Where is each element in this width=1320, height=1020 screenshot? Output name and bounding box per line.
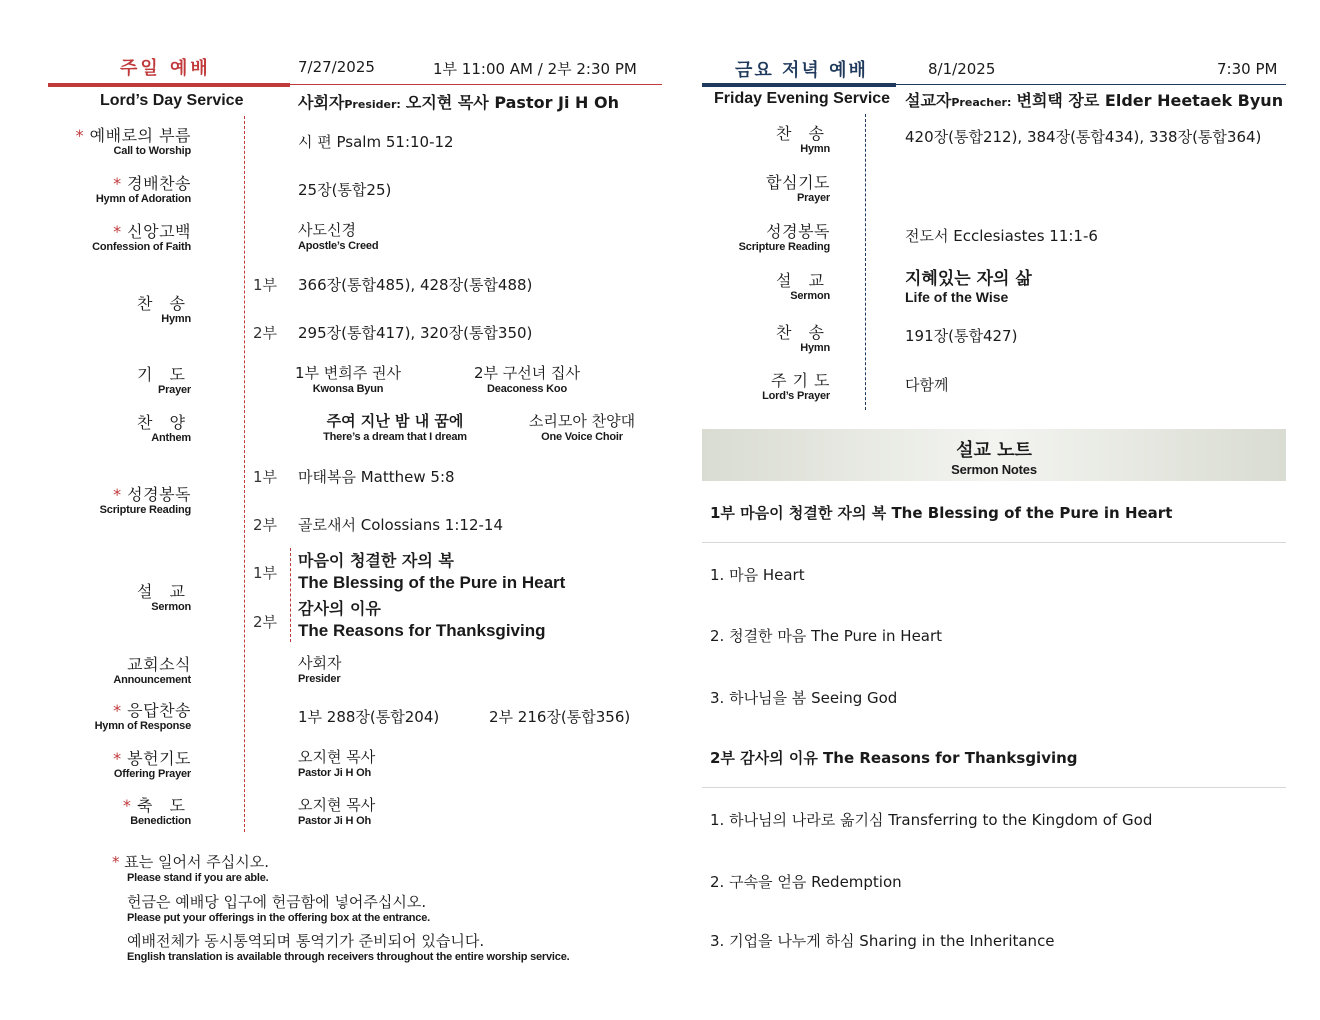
- friday-hymn-1-value: 420장(통합212), 384장(통합434), 338장(통합364): [905, 128, 1262, 146]
- star-mark: *: [113, 174, 122, 193]
- sermon-title-1: [298, 550, 565, 594]
- item-label-ko: 기 도: [137, 365, 191, 384]
- notice-offering-en: Please put your offerings in the offering box at the entrance.: [127, 912, 430, 924]
- order-offering-prayer: [41, 746, 191, 780]
- sermon-notes-header: [702, 429, 1286, 481]
- anthem-title-ko: 주여 지난 밤 내 꿈에: [326, 412, 464, 430]
- order-prayer: [41, 362, 191, 396]
- right-divider: [865, 114, 866, 410]
- item-label-ko: 예배로의 부름: [89, 126, 191, 145]
- friday-scripture: [680, 219, 830, 253]
- preacher-name: 변희택 장로 Elder Heetaek Byun: [1016, 91, 1284, 110]
- call-to-worship-value: 시 편 Psalm 51:10-12: [298, 133, 454, 151]
- item-label-ko: 찬 송: [776, 323, 830, 342]
- left-date: 7/27/2025: [298, 58, 375, 76]
- prayer-leader-1-en: Kwonsa Byun: [312, 383, 384, 395]
- left-header-line: [290, 84, 662, 85]
- right-preacher: [905, 88, 1283, 111]
- scripture-part2: 2부: [253, 516, 278, 534]
- order-benediction: [41, 793, 191, 827]
- friday-prayer: [680, 170, 830, 204]
- right-header-line: [896, 84, 1286, 85]
- item-label-en: Hymn of Adoration: [95, 193, 191, 205]
- item-label-en: Benediction: [130, 815, 191, 827]
- order-call-to-worship: [41, 123, 191, 157]
- announcement-value-ko: 사회자: [298, 654, 342, 672]
- notes-divider: [702, 787, 1286, 788]
- scripture-part1: 1부: [253, 468, 278, 486]
- order-scripture-reading: [41, 482, 191, 516]
- prayer-leader-1: [273, 362, 423, 395]
- item-label-ko: 설 교: [776, 271, 830, 290]
- sermon-part2: 2부: [253, 613, 278, 631]
- item-label-en: Sermon: [790, 290, 830, 302]
- right-title-underline: [702, 83, 896, 87]
- anthem-title-en: There’s a dream that I dream: [323, 431, 467, 443]
- order-anthem: [41, 410, 191, 444]
- item-label-en: Confession of Faith: [92, 241, 191, 253]
- left-presider: [298, 90, 619, 113]
- right-title-ko: 금요 저녁 예배: [735, 60, 868, 81]
- notice-stand-en: Please stand if you are able.: [127, 872, 269, 884]
- item-label-en: Scripture Reading: [738, 241, 830, 253]
- item-label-en: Sermon: [151, 601, 191, 613]
- confession-value-ko: 사도신경: [298, 221, 356, 239]
- response-hymn-2: 2부 216장(통합356): [489, 708, 631, 726]
- item-label-ko: 합심기도: [766, 173, 830, 192]
- item-label-en: Hymn: [800, 143, 830, 155]
- notes-point: 3. 기업을 나누게 하심 Sharing in the Inheritance: [710, 932, 1055, 950]
- order-announcement: [41, 652, 191, 686]
- friday-hymn-1: [680, 121, 830, 155]
- preacher-small: Preacher:: [951, 96, 1012, 109]
- prayer-leader-2: [452, 362, 602, 395]
- item-label-en: Offering Prayer: [113, 768, 191, 780]
- offering-prayer-value-ko: 오지현 목사: [298, 748, 376, 766]
- hymn-value2: 295장(통합417), 320장(통합350): [298, 324, 533, 342]
- notice-translation: [127, 930, 569, 963]
- item-label-ko: 응답찬송: [127, 701, 191, 720]
- item-label-en: Hymn: [800, 342, 830, 354]
- order-hymn-of-response: [41, 698, 191, 732]
- star-mark: *: [75, 126, 85, 145]
- star-mark: *: [113, 701, 122, 720]
- friday-lords-prayer: [680, 368, 830, 402]
- item-label-en: Call to Worship: [113, 145, 191, 157]
- item-label-en: Anthem: [151, 432, 191, 444]
- confession-value: [298, 219, 378, 252]
- prayer-leader-1-ko: 1부 변희주 권사: [294, 364, 402, 382]
- friday-lords-prayer-value: 다함께: [905, 376, 949, 394]
- left-title-en: Lord’s Day Service: [100, 92, 244, 109]
- notice-offering: [127, 891, 430, 924]
- friday-scripture-value: 전도서 Ecclesiastes 11:1-6: [905, 227, 1098, 245]
- item-label-en: Hymn of Response: [94, 720, 191, 732]
- item-label-en: Hymn: [161, 313, 191, 325]
- scripture-value2: 골로새서 Colossians 1:12-14: [298, 516, 503, 534]
- item-label-ko: 교회소식: [127, 655, 191, 674]
- item-label-ko: 찬 양: [137, 413, 191, 432]
- left-title-ko: 주일 예배: [120, 58, 211, 79]
- order-hymn-of-adoration: [41, 171, 191, 205]
- friday-hymn-2: [680, 320, 830, 354]
- sermon-title-2-en: The Reasons for Thanksgiving: [298, 621, 546, 640]
- friday-sermon: [680, 268, 830, 302]
- presider-small: Presider:: [344, 98, 401, 111]
- anthem-choir-en: One Voice Choir: [541, 431, 623, 443]
- left-divider: [244, 116, 245, 832]
- item-label-en: Prayer: [157, 384, 191, 396]
- right-time: 7:30 PM: [1217, 60, 1278, 78]
- sermon-title-2: [298, 598, 546, 642]
- sermon-title-1-en: The Blessing of the Pure in Heart: [298, 573, 566, 592]
- star-mark: *: [113, 222, 122, 241]
- item-label-en: Scripture Reading: [99, 504, 191, 516]
- anthem-title: [300, 410, 490, 443]
- sermon-bracket: [290, 548, 291, 642]
- response-hymn-1: 1부 288장(통합204): [298, 708, 440, 726]
- notes-point: 2. 구속을 얻음 Redemption: [710, 873, 902, 891]
- hymn-part2: 2부: [253, 324, 278, 342]
- notes-point: 1. 마음 Heart: [710, 566, 805, 584]
- notes-point: 3. 하나님을 봄 Seeing God: [710, 689, 898, 707]
- item-label-ko: 봉헌기도: [127, 749, 191, 768]
- notice-offering-ko: 헌금은 예배당 입구에 헌금함에 넣어주십시오.: [127, 893, 427, 911]
- order-confession-of-faith: [41, 219, 191, 253]
- announcement-value-en: Presider: [298, 673, 341, 685]
- item-label-en: Announcement: [113, 674, 191, 686]
- notes-point: 1. 하나님의 나라로 옮기심 Transferring to the Kingdom of God: [710, 811, 1153, 829]
- sermon-title-2-ko: 감사의 이유: [298, 599, 381, 618]
- friday-hymn-2-value: 191장(통합427): [905, 327, 1018, 345]
- item-label-ko: 찬 송: [776, 124, 830, 143]
- sermon-notes-title-ko: 설교 노트: [956, 440, 1032, 461]
- star-mark: *: [122, 796, 132, 815]
- presider-label: 사회자: [298, 93, 345, 112]
- left-title-underline: [48, 83, 290, 87]
- notice-translation-ko: 예배전체가 동시통역되며 통역기가 준비되어 있습니다.: [127, 932, 485, 950]
- benediction-value: [298, 794, 375, 827]
- right-title-en: Friday Evening Service: [714, 90, 891, 107]
- friday-sermon-title-en: Life of the Wise: [905, 289, 1009, 305]
- item-label-ko: 신앙고백: [127, 222, 191, 241]
- sermon-title-1-ko: 마음이 청결한 자의 복: [298, 551, 454, 570]
- left-times: 1부 11:00 AM / 2부 2:30 PM: [433, 60, 637, 78]
- announcement-value: [298, 652, 341, 685]
- presider-name: 오지현 목사 Pastor Ji H Oh: [405, 93, 620, 112]
- hymn-value1: 366장(통합485), 428장(통합488): [298, 276, 533, 294]
- star-mark: *: [113, 485, 122, 504]
- item-label-ko: 성경봉독: [766, 222, 830, 241]
- benediction-value-ko: 오지현 목사: [298, 796, 376, 814]
- item-label-ko: 경배찬송: [127, 174, 191, 193]
- star-mark: *: [112, 853, 120, 871]
- notice-translation-en: English translation is available through receivers throughout the entire worship service.: [127, 951, 570, 963]
- benediction-value-en: Pastor Ji H Oh: [298, 815, 371, 827]
- notice-stand-ko: 표는 일어서 주십시오.: [124, 853, 269, 871]
- item-label-en: Prayer: [796, 192, 830, 204]
- notes-point: 2. 청결한 마음 The Pure in Heart: [710, 627, 943, 645]
- notice-stand: [112, 851, 269, 884]
- item-label-ko: 찬 송: [137, 294, 191, 313]
- anthem-choir: [512, 410, 652, 443]
- item-label-ko: 설 교: [137, 582, 191, 601]
- preacher-label: 설교자: [905, 91, 952, 110]
- item-label-en: Lord’s Prayer: [762, 390, 830, 402]
- prayer-leader-2-en: Deaconess Koo: [487, 383, 567, 395]
- friday-sermon-title: [905, 264, 1032, 305]
- offering-prayer-value-en: Pastor Ji H Oh: [298, 767, 371, 779]
- sermon-notes-title-en: Sermon Notes: [951, 462, 1037, 477]
- order-sermon: [41, 579, 191, 613]
- friday-sermon-title-ko: 지혜있는 자의 삶: [905, 269, 1032, 289]
- item-label-ko: 축 도: [137, 796, 191, 815]
- right-date: 8/1/2025: [928, 60, 996, 78]
- star-mark: *: [113, 749, 122, 768]
- item-label-ko: 주 기 도: [770, 371, 830, 390]
- notes-heading-1: 1부 마음이 청결한 자의 복 The Blessing of the Pure in Heart: [710, 504, 1173, 522]
- notes-heading-2: 2부 감사의 이유 The Reasons for Thanksgiving: [710, 749, 1078, 767]
- offering-prayer-value: [298, 746, 375, 779]
- anthem-choir-ko: 소리모아 찬양대: [528, 412, 636, 430]
- notes-divider: [702, 542, 1286, 543]
- confession-value-en: Apostle’s Creed: [298, 240, 379, 252]
- sermon-part1: 1부: [253, 564, 278, 582]
- order-hymn: [41, 291, 191, 325]
- hymn-of-adoration-value: 25장(통합25): [298, 181, 392, 199]
- prayer-leader-2-ko: 2부 구선녀 집사: [473, 364, 581, 382]
- item-label-ko: 성경봉독: [127, 485, 191, 504]
- hymn-part1: 1부: [253, 276, 278, 294]
- scripture-value1: 마태복음 Matthew 5:8: [298, 468, 455, 486]
